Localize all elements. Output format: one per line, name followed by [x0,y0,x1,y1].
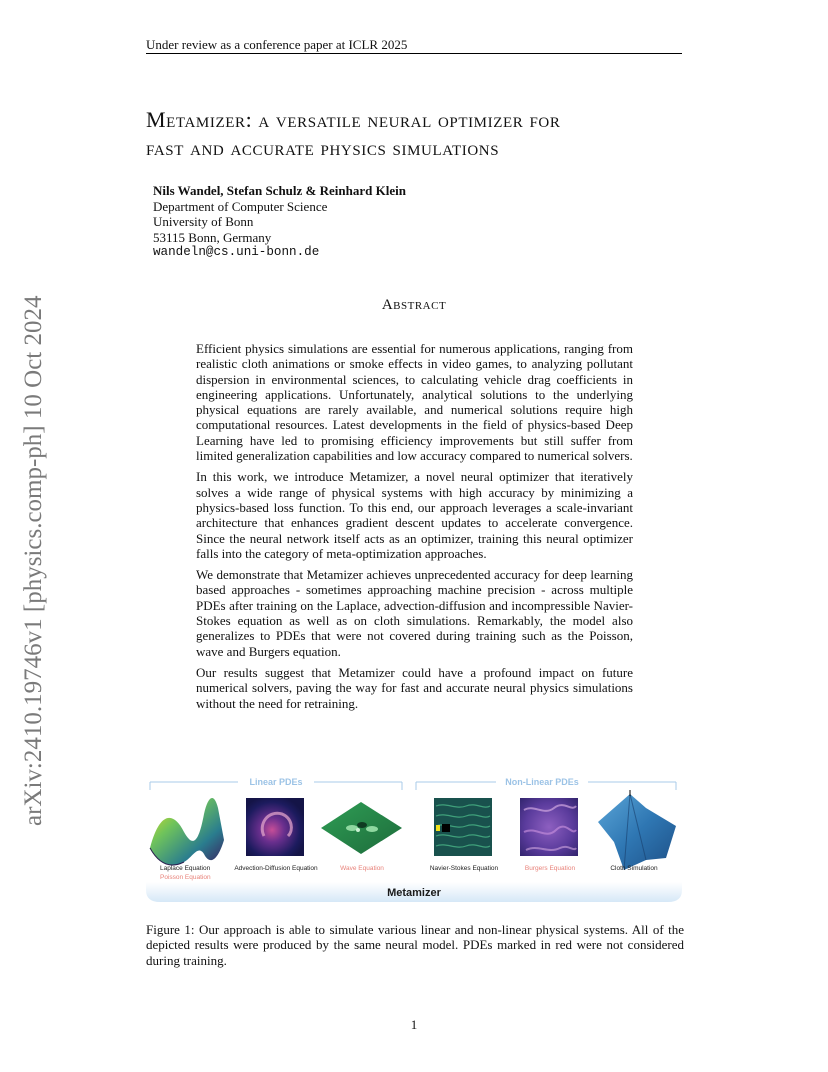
cloth-simulation-image [598,790,676,870]
group-label-linear: Linear PDEs [249,777,303,787]
advection-diffusion-image [246,798,304,856]
wave-equation-image [321,802,402,854]
title-line-2: fast and accurate physics simulations [146,135,500,160]
abstract-heading: Abstract [381,297,447,313]
figure-1-graphic [146,770,682,904]
author-block [153,183,406,261]
figure-caption: Figure 1: Our approach is able to simulate various linear and non-linear physical systems. All of the depicted results were produced by the same neural model. PDEs marked in red were not considered during training. [146,922,684,968]
arxiv-identifier[interactable]: arXiv:2410.19746v1 [physics.comp-ph] 10 Oct 2024 [20,295,47,826]
abstract-body [196,341,633,717]
label-advection-diffusion: Advection-Diffusion Equation [234,865,318,872]
label-laplace-equation: Laplace Equation [160,865,211,872]
group-label-nonlinear: Non-Linear PDEs [505,777,579,787]
abstract-paragraph-4: Our results suggest that Metamizer could have a profound impact on future numerical solvers, paving the way for fast and accurate neural physics simulations without the need for retraining. [196,664,633,711]
page-number: 1 [410,1017,418,1032]
author-university: University of Bonn [153,214,254,229]
abstract-paragraph-2: In this work, we introduce Metamizer, a novel neural optimizer that iteratively solves a wide range of physical systems with high accuracy by minimizing a physics-based loss function. To this end, our approach leverages a scale-invariant architecture that enhances gradient descent updates to accelerate convergence. Since the neural network itself acts as an optimizer, training this neural optimizer falls into the category of meta-optimization approaches. [196,469,633,561]
label-cloth-simulation: Cloth Simulation [610,865,658,872]
label-navier-stokes: Navier-Stokes Equation [429,865,499,872]
metamizer-banner-label: Metamizer [387,887,441,899]
author-address: 53115 Bonn, Germany [153,229,272,245]
title-line-1: Metamizer: a versatile neural optimizer for [146,107,561,132]
laplace-surface-image [150,798,224,865]
author-names: Nils Wandel, Stefan Schulz & Reinhard Klein [153,183,406,198]
abstract-paragraph-3: We demonstrate that Metamizer achieves unprecedented accuracy for deep learning based approaches - sometimes approaching machine precision - across multiple PDEs after training on the Laplace, advection-diffusion and incompressible Navier-Stokes equation as well as on cloth simulations. Remarkably, the model also generalizes to PDEs that were not covered during training such as the Poisson, wave and Burgers equation. [196,567,633,659]
paper-title [146,106,691,162]
label-wave-equation: Wave Equation [340,865,384,872]
running-header: Under review as a conference paper at ICLR 2025 [146,37,682,54]
label-burgers-equation: Burgers Equation [524,865,576,872]
navier-stokes-image [434,798,492,856]
figure-1 [146,770,682,904]
burgers-equation-image [520,798,578,856]
author-department: Department of Computer Science [153,198,328,214]
abstract-paragraph-1: Efficient physics simulations are essential for numerous applications, ranging from realistic cloth animations or smoke effects in video games, to analyzing pollutant dispersion in environmental sciences, to calculating vehicle drag coefficients in engineering applications. Unfortunately, analytical solutions to the underlying physical equations are rarely available, and numerical solutions require high computational resources. Latest developments in the field of physics-based Deep Learning have led to promising efficiency improvements but still suffer from limited generalization capabilities and low accuracy compared to numerical solvers. [196,341,633,464]
label-poisson-equation: Poisson Equation [160,874,211,881]
author-email[interactable]: wandeln@cs.uni-bonn.de [153,245,320,259]
